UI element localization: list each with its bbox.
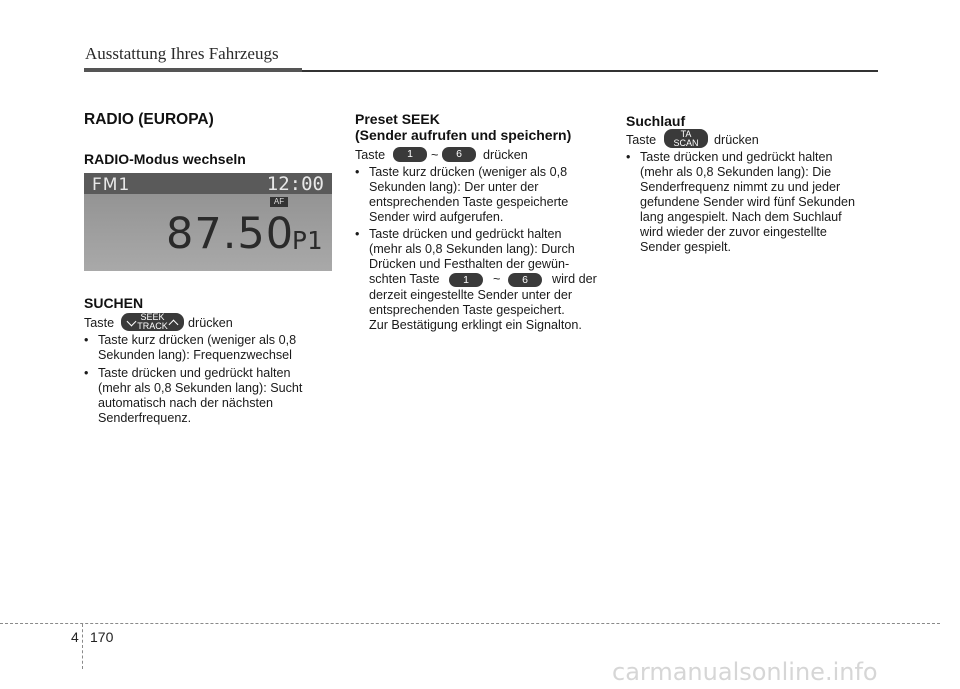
preset-key-6-icon: 6 <box>508 273 542 287</box>
instruction-taste: Taste <box>84 316 115 330</box>
instruction-taste: Taste <box>355 148 386 162</box>
header-rule-thin <box>302 70 878 72</box>
footer-chapter-number: 4 <box>71 629 79 645</box>
bullet-text: wird der <box>552 272 597 286</box>
bullet-text: entsprechenden Taste gespeicherte <box>369 195 569 209</box>
watermark: carmanualsonline.info <box>612 658 878 686</box>
bullet-mark: • <box>626 150 631 164</box>
bullet-text: (mehr als 0,8 Sekunden lang): Die <box>640 165 832 179</box>
bullet-text: Senderfrequenz nimmt zu und jeder <box>640 180 841 194</box>
instruction-druecken: drücken <box>714 133 759 147</box>
bullet-text: Taste kurz drücken (weniger als 0,8 <box>369 165 568 179</box>
subheading-search: SUCHEN <box>84 295 144 311</box>
footer-page-number: 170 <box>90 629 114 645</box>
bullet-text: gefundene Sender wird fünf Sekunden <box>640 195 855 209</box>
display-clock: 12:00 <box>266 173 324 195</box>
seek-track-key-label: SEEK TRACK <box>137 312 168 331</box>
subheading-radio-mode: RADIO-Modus wechseln <box>84 151 246 167</box>
chevron-up-icon <box>169 320 179 330</box>
bullet-text: automatisch nach der nächsten <box>98 396 274 410</box>
chapter-header-title: Ausstattung Ihres Fahrzeugs <box>85 44 279 63</box>
display-af-indicator: AF <box>270 197 288 207</box>
footer-divider <box>82 624 83 669</box>
radio-display-image <box>84 173 332 271</box>
bullet-text: Sender wird aufgerufen. <box>369 210 504 224</box>
bullet-text: Taste drücken und gedrückt halten <box>369 227 562 241</box>
bullet-mark: • <box>355 227 360 241</box>
bullet-text: lang angespielt. Nach dem Suchlauf <box>640 210 842 224</box>
bullet-text: Sender gespielt. <box>640 240 732 254</box>
bullet-text: wird wieder der zuvor eingestellte <box>640 225 827 239</box>
bullet-text: Drücken und Festhalten der gewün- <box>369 257 570 271</box>
bullet-mark: • <box>84 333 89 347</box>
preset-key-1-icon: 1 <box>449 273 483 287</box>
bullet-text: Senderfrequenz. <box>98 411 192 425</box>
chevron-down-icon <box>127 317 137 327</box>
display-frequency: 87.50 <box>166 209 295 259</box>
bullet-text: Taste drücken und gedrückt halten <box>640 150 833 164</box>
section-title-preset-seek: Preset SEEK <box>355 111 440 127</box>
header-rule-thick <box>84 68 302 72</box>
instruction-taste: Taste <box>626 133 657 147</box>
preset-key-1-icon: 1 <box>393 147 427 162</box>
bullet-text: schten Taste <box>369 272 440 286</box>
instruction-druecken: drücken <box>188 316 233 330</box>
bullet-mark: • <box>84 366 89 380</box>
section-subtitle-preset-seek: (Sender aufrufen und speichern) <box>355 127 572 143</box>
section-title-radio: RADIO (EUROPA) <box>84 111 214 128</box>
display-band: FM1 <box>92 175 131 195</box>
bullet-text: Taste drücken und gedrückt halten <box>98 366 291 380</box>
instruction-druecken: drücken <box>483 148 528 162</box>
bullet-mark: • <box>355 165 360 179</box>
section-title-suchlauf: Suchlauf <box>626 113 686 129</box>
ta-scan-key-icon <box>664 129 708 148</box>
bullet-text: Sekunden lang): Frequenzwechsel <box>98 348 292 362</box>
bullet-text: (mehr als 0,8 Sekunden lang): Durch <box>369 242 575 256</box>
tilde-separator: ~ <box>431 148 439 162</box>
preset-key-6-icon: 6 <box>442 147 476 162</box>
ta-scan-key-label: TA SCAN <box>673 128 699 148</box>
footer-rule <box>0 623 940 624</box>
seek-track-key-icon <box>121 313 184 331</box>
display-preset: P1 <box>292 226 323 255</box>
bullet-text: entsprechenden Taste gespeichert. <box>369 303 565 317</box>
bullet-text: (mehr als 0,8 Sekunden lang): Sucht <box>98 381 303 395</box>
bullet-text: Zur Bestätigung erklingt ein Signalton. <box>369 318 582 332</box>
bullet-text: Taste kurz drücken (weniger als 0,8 <box>98 333 297 347</box>
tilde-separator: ~ <box>493 272 501 286</box>
bullet-text: derzeit eingestellte Sender unter der <box>369 288 573 302</box>
bullet-text: Sekunden lang): Der unter der <box>369 180 539 194</box>
